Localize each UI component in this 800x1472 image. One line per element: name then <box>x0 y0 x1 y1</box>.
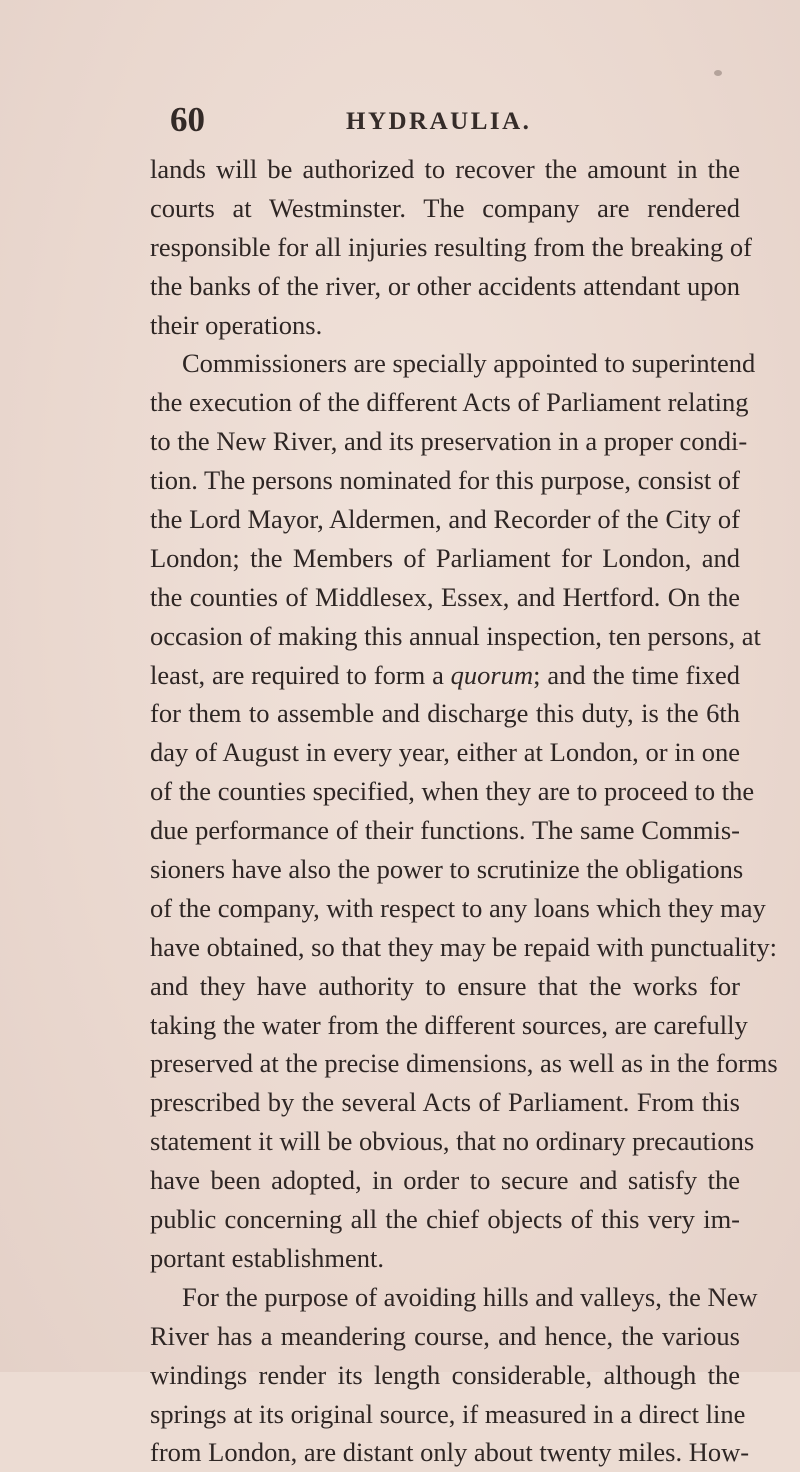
text-line: day of August in every year, either at London, or in one <box>150 737 740 768</box>
text-line: due performance of their functions. The same Commis- <box>150 815 740 846</box>
page-header <box>0 100 800 144</box>
text-line: their operations. <box>150 309 323 340</box>
text-line: responsible for all injuries resulting from the breaking of <box>150 231 752 262</box>
text-line: from London, are distant only about twenty miles. How- <box>150 1437 750 1468</box>
text-line: springs at its original source, if measured in a direct line <box>150 1398 746 1429</box>
text-line: the counties of Middlesex, Essex, and Hertford. On the <box>150 581 740 612</box>
text-line: statement it will be obvious, that no ordinary precautions <box>150 1126 755 1157</box>
page-number: 60 <box>170 100 205 139</box>
italic-term: quorum <box>450 659 534 690</box>
text-line: the Lord Mayor, Aldermen, and Recorder of the City of <box>150 504 740 535</box>
text-line: of the counties specified, when they are to proceed to the <box>150 776 755 807</box>
text-line: windings render its length considerable, although the <box>150 1359 740 1390</box>
running-title: HYDRAULIA. <box>346 108 532 135</box>
text-segment: least, are required to form a <box>150 659 451 690</box>
text-line: have been adopted, in order to secure and satisfy the <box>150 1165 740 1196</box>
body-text <box>150 150 778 1472</box>
text-line: courts at Westminster. The company are rendered <box>150 192 740 223</box>
text-line: preserved at the precise dimensions, as well as in the forms <box>150 1048 778 1079</box>
text-line: sioners have also the power to scrutinize the obligations <box>150 854 744 885</box>
text-line <box>150 656 740 695</box>
text-line: River has a meandering course, and hence, the various <box>150 1320 740 1351</box>
text-line: of the company, with respect to any loans which they may <box>150 892 766 923</box>
text-line: public concerning all the chief objects of this very im- <box>150 1204 740 1235</box>
text-line: For the purpose of avoiding hills and valleys, the New <box>182 1281 758 1312</box>
text-line: have obtained, so that they may be repaid with punctuality: <box>150 931 777 962</box>
text-line: to the New River, and its preservation in a proper condi- <box>150 426 748 457</box>
text-segment: ; and the time fixed <box>533 659 740 690</box>
text-line: tion. The persons nominated for this purpose, consist of <box>150 465 740 496</box>
text-line: the banks of the river, or other accidents attendant upon <box>150 270 740 301</box>
text-line: lands will be authorized to recover the amount in the <box>150 154 740 184</box>
text-line: the execution of the different Acts of Parliament relating <box>150 387 749 418</box>
text-line: Commissioners are specially appointed to superintend <box>182 348 756 379</box>
text-line: prescribed by the several Acts of Parliament. From this <box>150 1087 740 1118</box>
text-line: and they have authority to ensure that the works for <box>150 970 740 1001</box>
text-line: taking the water from the different sources, are carefully <box>150 1009 748 1040</box>
text-line: London; the Members of Parliament for London, and <box>150 542 740 573</box>
paper-blemish <box>714 70 722 76</box>
text-line: for them to assemble and discharge this duty, is the 6th <box>150 698 740 729</box>
text-line: occasion of making this annual inspection, ten persons, at <box>150 620 761 651</box>
text-line: portant establishment. <box>150 1242 385 1273</box>
